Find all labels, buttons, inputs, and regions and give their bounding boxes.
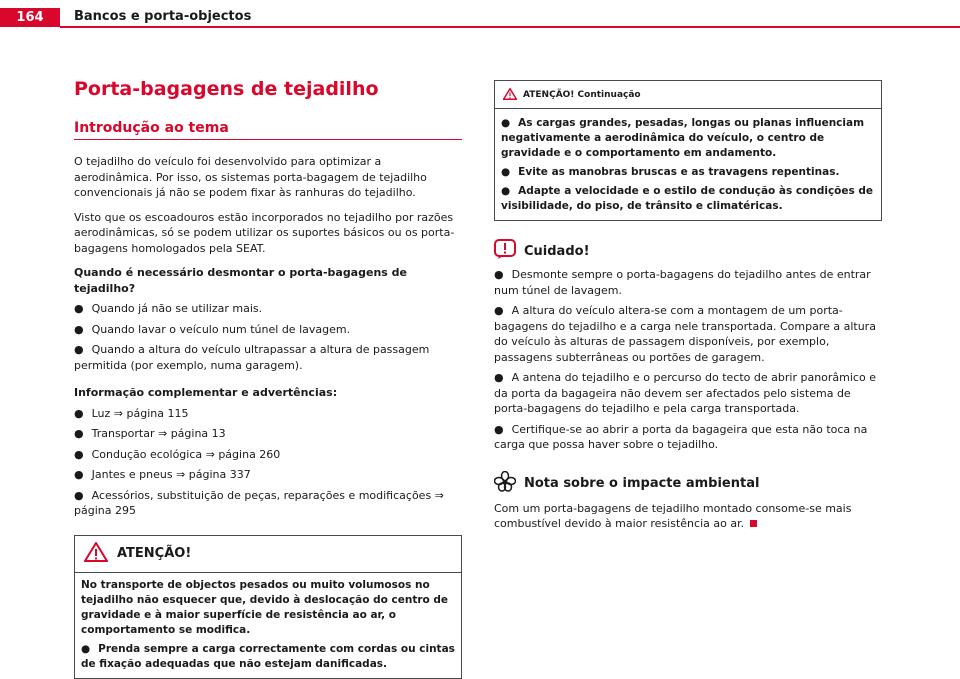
bullet-icon: ● [494,304,504,317]
bullet-icon: ● [74,447,84,461]
environment-text: Com um porta-bagagens de tejadilho montado consome-se mais combustível devido à maior resistência ao ar. [494,501,852,530]
info-title: Informação complementar e advertências: [74,386,338,399]
list-item: ● Evite as manobras bruscas e as travagens repentinas. [501,166,840,178]
list-item: ● Prenda sempre a carga correctamente com cordas ou cintas de fixação adequadas que não estejam danificadas. [81,642,455,670]
environment-label: Nota sobre o impacte ambiental [524,476,760,491]
warning-triangle-icon [503,85,517,104]
right-column [494,80,882,541]
caution-icon [494,239,516,263]
subsection-title: Introdução ao tema [74,120,462,140]
list-item: ● A altura do veículo altera-se com a montagem de um porta-bagagens do tejadilho e a carga nele transportada. Compare a altura do veículo às alturas de passagem disponíveis, por exemplo, passagens subterrâneas ou portões de garagem. [494,304,876,364]
bullet-icon: ● [74,302,84,315]
list-item: ● Quando já não se utilizar mais. [74,302,263,315]
bullet-icon: ● [74,406,84,420]
warning-label: ATENÇÃO! [117,546,192,561]
caution-label: Cuidado! [524,243,590,259]
end-marker-icon [750,520,757,527]
reference-link[interactable]: ● Luz ⇒ página 115 [74,406,189,420]
reference-link[interactable]: ● Condução ecológica ⇒ página 260 [74,447,281,461]
list-item: ● Quando lavar o veículo num túnel de lavagem. [74,322,351,336]
page-header [0,0,960,27]
bullet-icon: ● [74,343,84,356]
list-item: ● A antena do tejadilho e o percurso do tecto de abrir panorâmico e da porta da bagageira não devem ser afectados pelo sistema de porta-bagagens do tejadilho e pela carga transportada. [494,371,876,415]
bullet-icon: ● [501,185,511,197]
warning-triangle-icon [84,542,108,566]
bullet-icon: ● [74,468,84,481]
bullet-icon: ● [501,166,511,178]
bullet-icon: ● [74,488,84,502]
header-divider [60,26,960,28]
caution-header [494,239,882,263]
warning-body [75,573,461,678]
list-item: ● As cargas grandes, pesadas, longas ou planas influenciam negativamente a aerodinâmica do veículo, o centro de gravidade e o comportamento em andamento. [501,117,865,159]
page-number: 164 [0,8,60,27]
environment-header [494,471,882,497]
warning-continued-header [495,81,881,109]
chapter-title: Bancos e porta-objectos [74,9,252,24]
removal-question: Quando é necessário desmontar o porta-bagagens de tejadilho? [74,266,407,295]
list-item: ● Desmonte sempre o porta-bagagens do tejadilho antes de entrar num túnel de lavagem. [494,268,871,297]
list-item: ● Certifique-se ao abrir a porta da bagageira que esta não toca na carga que possa haver sobre o tejadilho. [494,422,868,451]
list-item: ● Adapte a velocidade e o estilo de condução às condições de visibilidade, do piso, de trânsito e climatéricas. [501,185,874,212]
warning-box [74,535,462,679]
warning-continued-body [495,109,881,220]
bullet-icon: ● [494,371,504,384]
warning-text: No transporte de objectos pesados ou muito volumosos no tejadilho não esquecer que, devido à deslocação do centro de gravidade e à maior superfície de resistência ao ar, o comportamento se modifica. [81,578,449,636]
bullet-icon: ● [74,427,84,440]
section-title: Porta-bagagens de tejadilho [74,78,379,100]
left-column [74,78,462,679]
reference-link[interactable]: ● Transportar ⇒ página 13 [74,427,226,440]
bullet-icon: ● [81,642,91,655]
warning-continued-label: ATENÇÃO! Continuação [523,89,641,100]
leaf-flower-icon [494,471,516,497]
reference-link[interactable]: ● Jantes e pneus ⇒ página 337 [74,468,251,481]
intro-paragraph-2: Visto que os escoadouros estão incorporados no tejadilho por razões aerodinâmicas, só se podem utilizar os suportes básicos ou os porta-bagagens homologados pela SEAT. [74,210,455,255]
list-item: ● Quando a altura do veículo ultrapassar a altura de passagem permitida (por exemplo, numa garagem). [74,343,430,372]
warning-header [75,536,461,573]
bullet-icon: ● [501,117,511,129]
intro-paragraph-1: O tejadilho do veículo foi desenvolvido para optimizar a aerodinâmica. Por isso, os sistemas porta-bagagem de tejadilho convencionais já não se podem fixar às ranhuras do tejadilho. [74,155,427,199]
bullet-icon: ● [494,268,504,281]
reference-link[interactable]: ● Acessórios, substituição de peças, reparações e modificações ⇒ página 295 [74,488,444,517]
warning-continued-box [494,80,882,221]
bullet-icon: ● [494,422,504,436]
bullet-icon: ● [74,322,84,336]
